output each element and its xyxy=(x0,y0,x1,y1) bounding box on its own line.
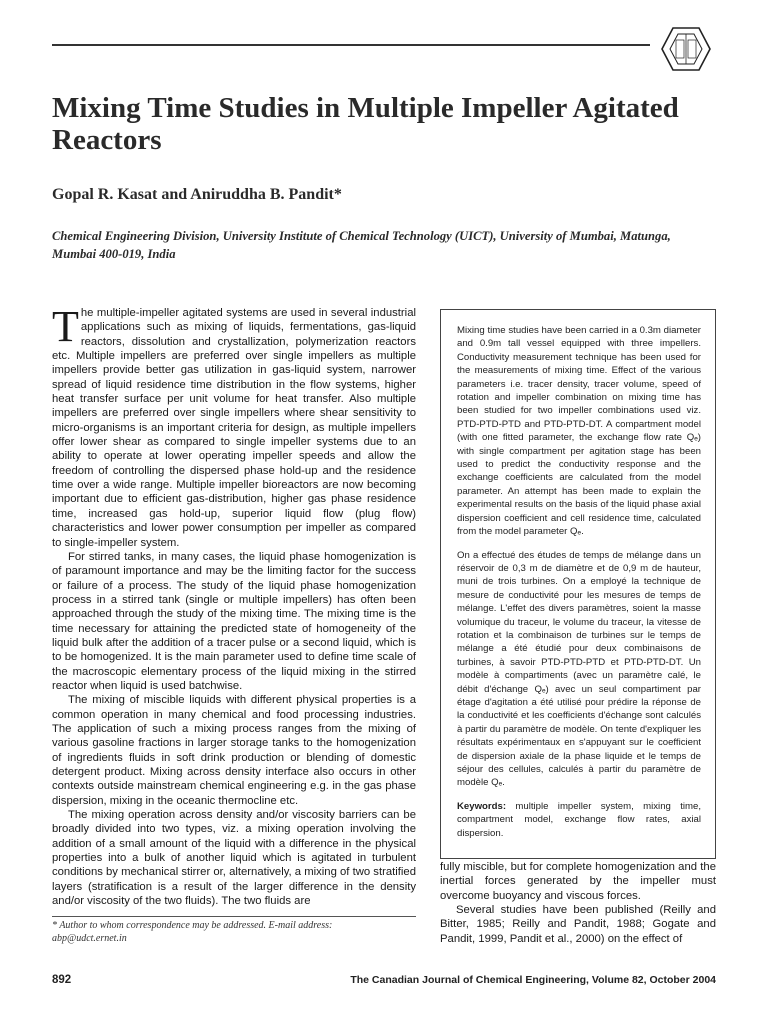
article-authors: Gopal R. Kasat and Aniruddha B. Pandit* xyxy=(52,186,342,203)
drop-cap: T xyxy=(52,302,79,351)
abstract-box xyxy=(440,309,716,859)
page-number: 892 xyxy=(52,974,72,986)
paragraph-text: he multiple-impeller agitated systems are used in several industrial applications such as mixing of liquids, fermentations, gas-liquid reactors, dissolution and crystallization, polymerization reactors etc. Multiple impellers are preferred over single impellers as multiple impellers provide better gas utilization in gas-liquid system, narrower spread of liquid residence time distribution in the flow systems, higher heat transfer surface per unit volume for heat transfer. Also multiple impellers are preferred over single impellers where shear sensitivity to micro-organisms is an important criteria for design, as multiple impellers offer lower shear as compared to single impeller systems due to an ability to operate at lower operating impeller speeds and allow the freedom of controlling the dispersed phase hold-up and the residence time over a wide range. Multiple impeller bioreactors are now becoming important due to efficient gas-distribution, higher gas phase residence time, increased gas hold-up, superior liquid flow (plug flow) characteristics and lower power consumption per impeller as compared to single-impeller system. xyxy=(52,307,416,549)
journal-hexagon-logo-icon xyxy=(660,26,712,72)
article-title: Mixing Time Studies in Multiple Impeller Agitated Reactors xyxy=(52,92,679,156)
header-rule xyxy=(52,44,650,46)
keywords-text: multiple impeller system, mixing time, compartment model, exchange flow rates, axial dispersion. xyxy=(457,800,701,839)
body-paragraph xyxy=(52,302,416,550)
journal-citation: The Canadian Journal of Chemical Engineering, Volume 82, October 2004 xyxy=(350,974,716,986)
footnote-line: * Author to whom correspondence may be addressed. E-mail address: xyxy=(52,920,333,931)
body-paragraph: The mixing of miscible liquids with different physical properties is a common operation in many chemical and food processing industries. The application of such a mixing process ranges from the mixing of various gasoline fractions in larger storage tanks to the homogenization of ingredients fluids in soft drink production or blending of domestic detergent product. Mixing across density interface also occurs in other contexts outside mainstream chemical engineering e.g. in the gas phase dispersion, mixing in the oceanic thermocline etc. xyxy=(52,694,416,807)
footnote-email: abp@udct.ernet.in xyxy=(52,933,127,944)
abstract-english: Mixing time studies have been carried in a 0.3m diameter and 0.9m tall vessel equipped with three impellers. Conductivity measurement technique has been used for the measurements of mixing time. Effect of the various parameters i.e. tracer density, tracer volume, speed of rotation and impeller combination on mixing time has been studied for two impeller combinations used viz. PTD-PTD-PTD and PTD-PTD-DT. A compartment model (with one fitted parameter, the exchange flow rate Qₑ) with single compartment per agitation stage has been used to predict the conductivity response and the exchange coefficients are calculated from the model parameter. An attempt has been made to explain the experimental results on the basis of the liquid phase axial dispersion coefficient and cell residence time, calculated from the model parameter Qₑ. xyxy=(457,325,701,538)
right-column-body xyxy=(440,860,716,946)
author-affiliation: Chemical Engineering Division, University Institute of Chemical Technology (UICT), University of Mumbai, Matunga, Mumbai 400-019, India xyxy=(52,229,671,261)
abstract-french: On a effectué des études de temps de mélange dans un réservoir de 0,3 m de diamètre et de 0,9 m de hauteur, muni de trois turbines. On a employé la technique de mesure de conductivité pour les mesures de temps de mélange. L'effet des divers paramètres, soient la masse volumique du traceur, le volume du traceur, la vitesse de rotation et la combinaison de turbines sur le temps de mélange a été étudié pour deux combinaisons de turbines, à savoir PTD-PTD-PTD et PTD-PTD-DT. Un modèle à compartiments (avec un paramètre calé, le débit d'échange Qₑ) avec un seul compartiment par étage d'agitation a été utilisé pour prédire la réponse de la conductivité et les coefficients d'échange sont calculés à partir du paramètre de modèle. On tente d'expliquer les résultats expérimentaux en s'appuyant sur le coefficient de dispersion axiale de la phase liquide et le temps de séjour des cellules, calculés à partir du paramètre de modèle Qₑ. xyxy=(457,549,701,789)
body-paragraph: The mixing operation across density and/or viscosity barriers can be broadly divided into two types, viz. a mixing operation involving the addition of a small amount of the liquid with a difference in the physical properties into a bulk of another liquid which is agitated in turbulent conditions by mechanical stirrer or, alternatively, a mixing of two stratified layers (stratification is a result of the larger difference in the density and/or viscosity of the two fluids). The two fluids are xyxy=(52,809,416,908)
footnote-rule xyxy=(52,916,416,917)
keywords-label: Keywords: xyxy=(457,800,507,812)
body-paragraph: fully miscible, but for complete homogenization and the inertial forces generated by the impeller must overcome buoyancy and viscous forces. xyxy=(440,861,716,902)
keywords xyxy=(457,800,701,840)
body-paragraph: For stirred tanks, in many cases, the liquid phase homogenization is of paramount importance and may be the limiting factor for the success or failure of a process. The study of the liquid phase homogenization process in a stirred tank (single or multiple impellers) has often been approached through the study of the mixing time. The mixing time is the time necessary for attaining the predicted state of homogeneity of the liquid bulk after the addition of a tracer pulse or a second liquid, which is to be homogenized. It is the main parameter used to define time scale of the macroscopic elementary process of the liquid mixing in the stirred reactor when liquid is used batchwise. xyxy=(52,550,416,692)
body-paragraph: Several studies have been published (Reilly and Bitter, 1985; Reilly and Pandit, 1988; Gogate and Pandit, 1999, Pandit et al., 2000) on the effect of xyxy=(440,904,716,945)
footnote xyxy=(52,919,416,945)
left-column-body xyxy=(52,302,416,908)
